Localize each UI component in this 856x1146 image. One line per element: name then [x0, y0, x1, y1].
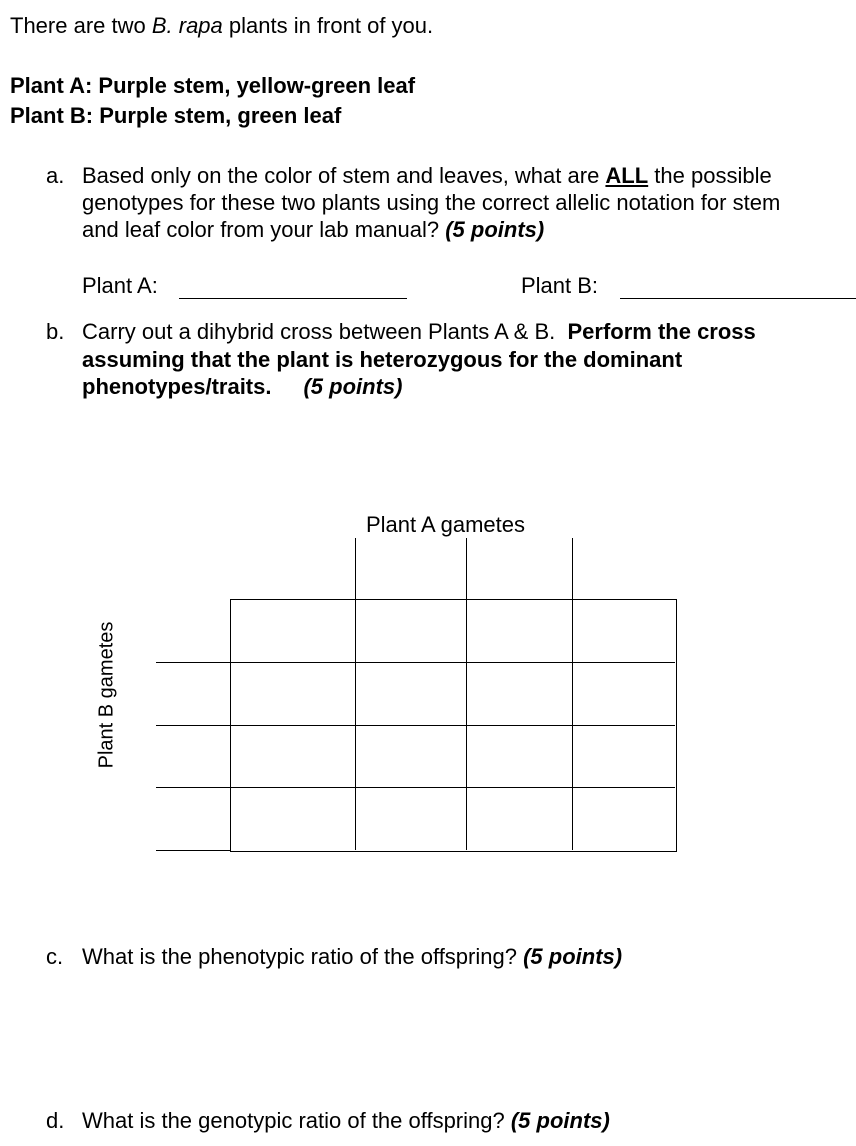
question-d-text: What is the genotypic ratio of the offspring? (5 points)	[82, 1108, 610, 1133]
answer-plant-b-label: Plant B:	[521, 273, 599, 298]
species-name: B. rapa	[151, 13, 223, 38]
question-a-marker: a.	[46, 163, 65, 188]
question-c-text: What is the phenotypic ratio of the offspring? (5 points)	[82, 944, 623, 969]
gamete-row-divider	[156, 725, 230, 726]
answer-plant-a-label: Plant A:	[82, 273, 158, 298]
gamete-header-divider	[355, 538, 356, 600]
question-b-line-2: assuming that the plant is heterozygous for the dominant	[82, 347, 683, 372]
gamete-header-divider	[572, 538, 573, 600]
question-b-line-3: phenotypes/traits. (5 points)	[82, 374, 403, 399]
plant-a-gametes-label: Plant A gametes	[366, 512, 525, 537]
question-d-marker: d.	[46, 1108, 65, 1133]
grid-row-line	[231, 787, 675, 788]
question-d-points: (5 points)	[510, 1108, 610, 1133]
grid-row-line	[231, 662, 675, 663]
gamete-header-divider	[466, 538, 467, 600]
gamete-row-divider	[156, 850, 230, 851]
answer-plant-a-blank[interactable]	[179, 298, 407, 299]
gamete-row-divider	[156, 662, 230, 663]
question-a-points: (5 points)	[445, 217, 545, 242]
question-a-line-3: and leaf color from your lab manual? (5 points)	[82, 217, 545, 242]
grid-row-line	[231, 725, 675, 726]
punnett-grid	[230, 599, 677, 852]
question-a-line-2: genotypes for these two plants using the correct allelic notation for stem	[82, 190, 781, 215]
intro-text: There are two B. rapa plants in front of you.	[10, 13, 434, 38]
question-b-points: (5 points)	[303, 374, 403, 399]
gamete-row-divider	[156, 787, 230, 788]
question-b-marker: b.	[46, 319, 65, 344]
question-b-line-1: Carry out a dihybrid cross between Plants A & B. Perform the cross	[82, 319, 756, 344]
question-c-marker: c.	[46, 944, 64, 969]
plant-a-description: Plant A: Purple stem, yellow-green leaf	[10, 73, 416, 98]
plant-b-gametes-label: Plant B gametes	[95, 621, 118, 769]
all-emphasis: ALL	[605, 163, 649, 188]
question-c-points: (5 points)	[523, 944, 623, 969]
plant-b-description: Plant B: Purple stem, green leaf	[10, 103, 342, 128]
question-a-line-1: Based only on the color of stem and leaves, what are ALL the possible	[82, 163, 772, 188]
answer-plant-b-blank[interactable]	[620, 298, 856, 299]
